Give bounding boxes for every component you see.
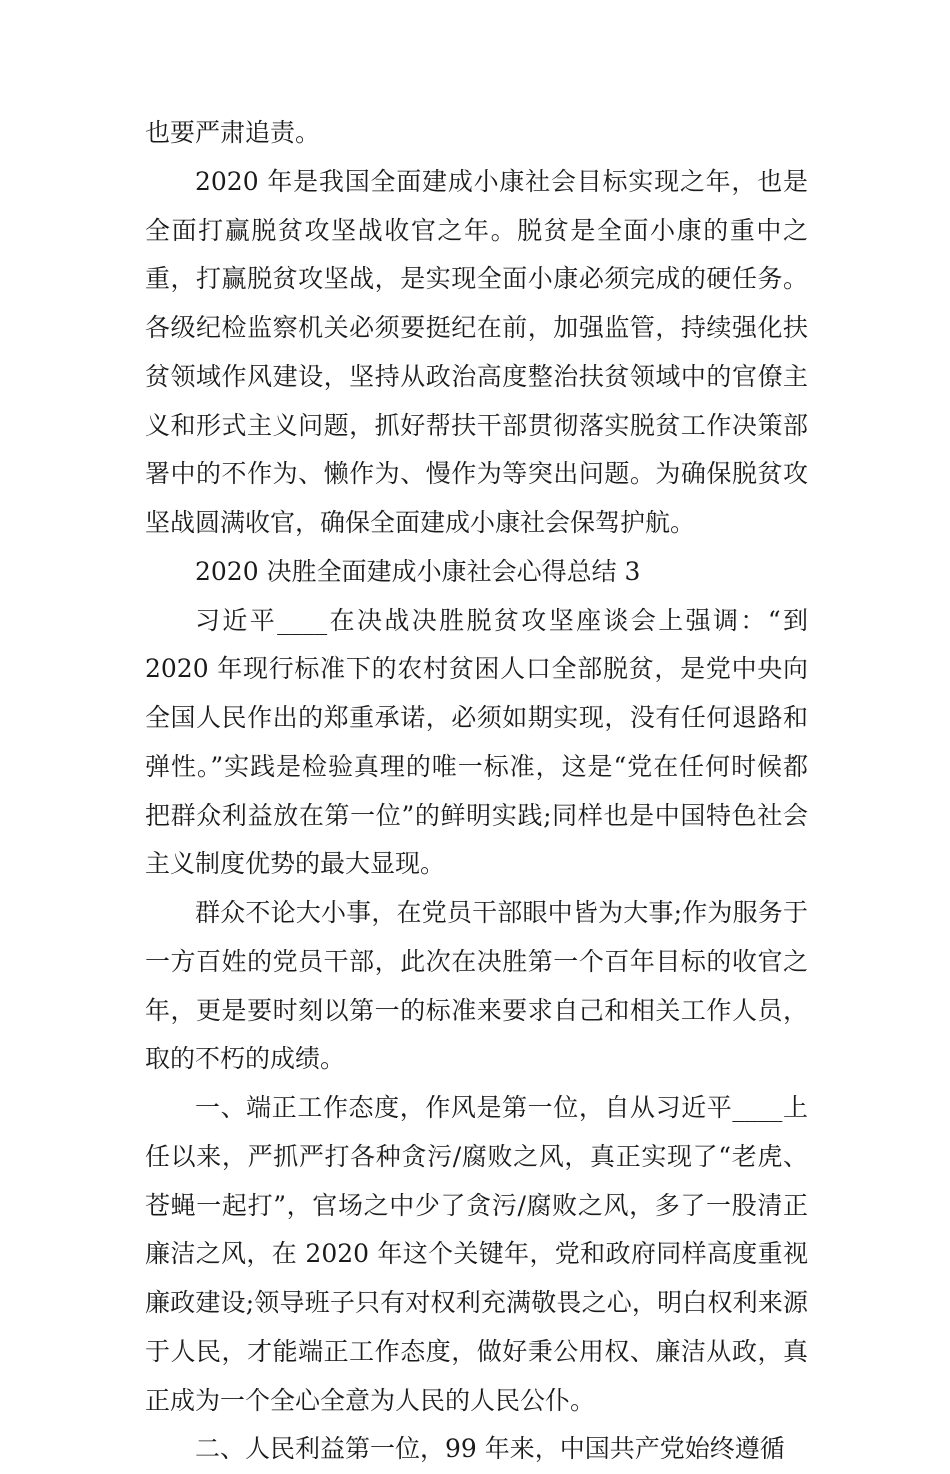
- paragraph: 群众不论大小事，在党员干部眼中皆为大事;作为服务于一方百姓的党员干部，此次在决胜第一个百年目标的收官之年，更是要时刻以第一的标准来要求自己和相关工作人员，取的不朽的成绩。: [145, 898, 808, 1074]
- paragraph-continuation: 也要严肃追责。: [145, 118, 321, 147]
- section-heading: 2020 决胜全面建成小康社会心得总结 3: [195, 556, 641, 586]
- document-body: [145, 109, 808, 1474]
- paragraph: 一、端正工作态度，作风是第一位，自从习近平____上任以来，严抓严打各种贪污/腐败之风，真正实现了“老虎、苍蝇一起打”，官场之中少了贪污/腐败之风，多了一股清正廉洁之风，在 2020 年这个关键年，党和政府同样高度重视廉政建设;领导班子只有对权利充满敬畏之心，明白权利来源于人民，才能端正工作态度，做好秉公用权、廉洁从政，真正成为一个全心全意为人民的人民公仆。: [145, 1093, 808, 1415]
- paragraph: 习近平____在决战决胜脱贫攻坚座谈会上强调：“到 2020 年现行标准下的农村贫困人口全部脱贫，是党中央向全国人民作出的郑重承诺，必须如期实现，没有任何退路和弹性。”实践是检验真理的唯一标准，这是“党在任何时候都把群众利益放在第一位”的鲜明实践;同样也是中国特色社会主义制度优势的最大显现。: [145, 605, 808, 879]
- paragraph: 二、人民利益第一位，99 年来，中国共产党始终遵循: [195, 1434, 785, 1464]
- paragraph: 2020 年是我国全面建成小康社会目标实现之年，也是全面打赢脱贫攻坚战收官之年。脱贫是全面小康的重中之重，打赢脱贫攻坚战，是实现全面小康必须完成的硬任务。各级纪检监察机关必须要挺纪在前，加强监管，持续强化扶贫领域作风建设，坚持从政治高度整治扶贫领域中的官僚主义和形式主义问题，抓好帮扶干部贯彻落实脱贫工作决策部署中的不作为、懒作为、慢作为等突出问题。为确保脱贫攻坚战圆满收官，确保全面建成小康社会保驾护航。: [145, 166, 808, 537]
